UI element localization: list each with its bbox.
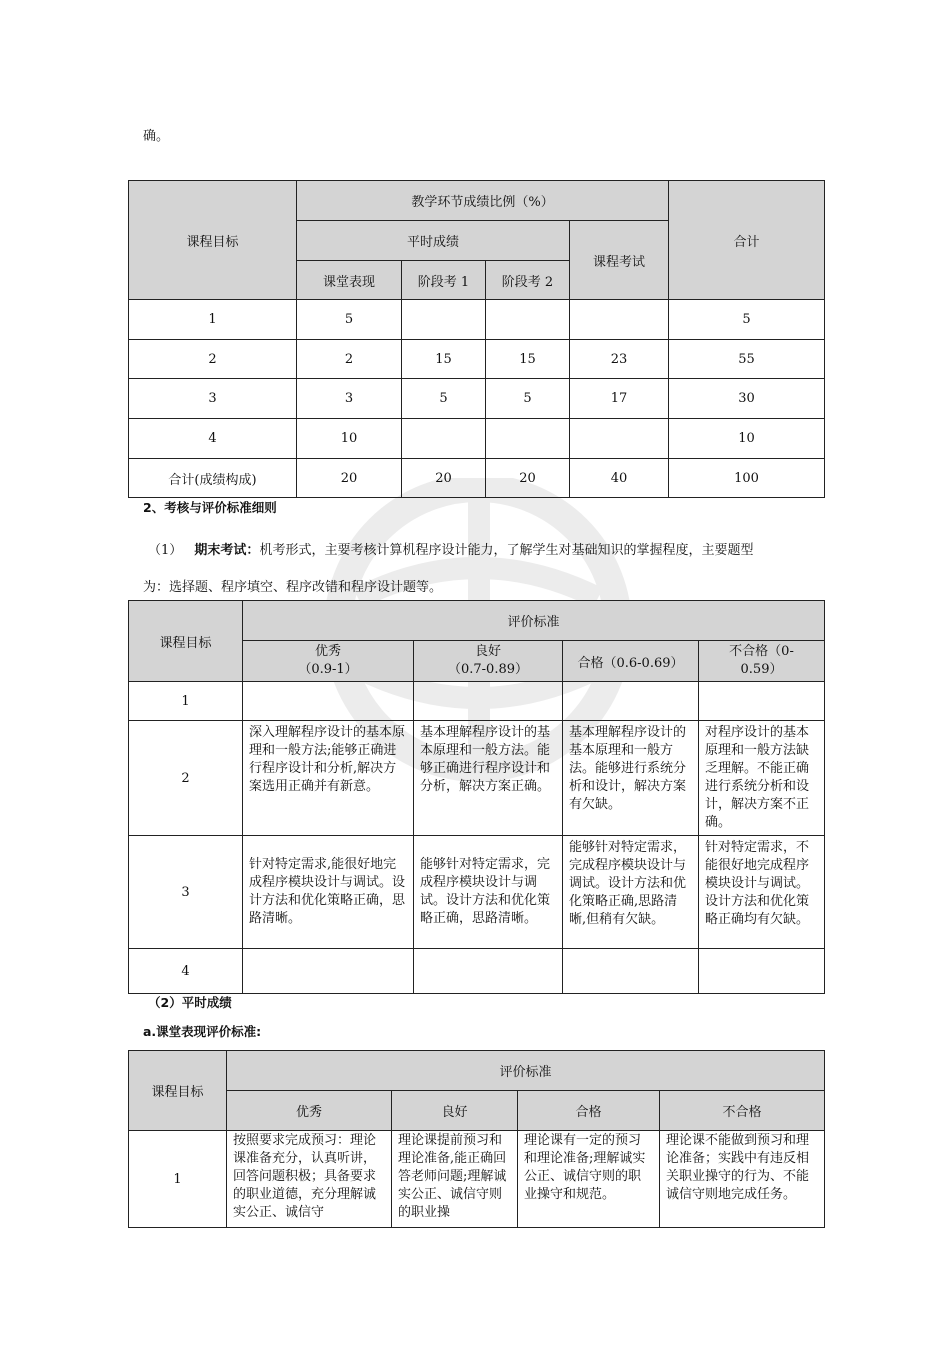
cell-stage2: 20 <box>486 459 570 498</box>
header-good: 良好 <box>392 1091 518 1131</box>
table-row <box>129 340 825 379</box>
header-fail: 不合格 <box>660 1091 825 1131</box>
header-excellent-label: 优秀 <box>314 644 341 659</box>
cell-excellent <box>243 949 414 994</box>
cell-good <box>392 1131 518 1228</box>
cell-pass <box>563 682 699 721</box>
header-criteria: 评价标准 <box>243 601 825 641</box>
final-exam-text: 机考形式，主要考核计算机程序设计能力，了解学生对基础知识的掌握程度，主要题型 <box>259 543 754 558</box>
cell-goal: 4 <box>129 419 297 459</box>
table-row <box>129 379 825 419</box>
cell-excellent <box>227 1131 392 1228</box>
cell-class: 10 <box>297 419 402 459</box>
header-fail-line1: 不合格（0- <box>729 644 794 659</box>
cell-class: 20 <box>297 459 402 498</box>
header-stage-exam-1: 阶段考 1 <box>402 261 486 300</box>
cell-class: 5 <box>297 300 402 340</box>
cell-goal: 4 <box>129 949 243 994</box>
cell-exam <box>570 300 669 340</box>
final-exam-label: 期末考试： <box>194 543 260 558</box>
cell-goal: 1 <box>129 682 243 721</box>
cell-stage2: 15 <box>486 340 570 379</box>
header-criteria: 评价标准 <box>227 1051 825 1091</box>
header-stage-exam-2: 阶段考 2 <box>486 261 570 300</box>
cell-good <box>414 682 563 721</box>
header-course-goal: 课程目标 <box>129 601 243 682</box>
header-course-goal: 课程目标 <box>129 1051 227 1131</box>
cell-class: 2 <box>297 340 402 379</box>
cell-goal: 1 <box>129 300 297 340</box>
header-excellent <box>243 641 414 682</box>
cell-stage2 <box>486 300 570 340</box>
cell-excellent: 针对特定需求,能很好地完成程序模块设计与调试。设计方法和优化策略正确，思路清晰。 <box>243 836 414 949</box>
header-usual-score: 平时成绩 <box>297 221 570 261</box>
cell-pass: 基本理解程序设计的基本原理和一般方法。能够进行系统分析和设计，解决方案有欠缺。 <box>563 721 699 836</box>
final-exam-paragraph <box>148 542 753 560</box>
final-exam-text-line2: 为：选择题、程序填空、程序改错和程序设计题等。 <box>143 580 443 595</box>
cell-goal: 2 <box>129 340 297 379</box>
header-ratio: 教学环节成绩比例（%） <box>297 181 669 221</box>
header-fail <box>699 641 825 682</box>
exam-criteria-table <box>128 600 825 994</box>
cell-stage1 <box>402 419 486 459</box>
cell-goal: 3 <box>129 379 297 419</box>
cell-excellent <box>243 682 414 721</box>
subsection-heading-class: a.课堂表现评价标准: <box>143 1024 262 1039</box>
cell-stage2: 5 <box>486 379 570 419</box>
cell-excellent-text: 按照要求完成预习：理论课准备充分，认真听讲，回答问题积极；具备要求的职业道德，充分理解诚实公正、诚信守 <box>233 1133 377 1220</box>
header-good-label: 良好 <box>474 644 501 659</box>
cell-pass <box>563 949 699 994</box>
header-total: 合计 <box>669 181 825 300</box>
cell-fail: 对程序设计的基本原理和一般方法缺乏理解。不能正确进行系统分析和设计，解决方案不正确。 <box>699 721 825 836</box>
header-excellent: 优秀 <box>227 1091 392 1131</box>
header-good-range: （0.7-0.89） <box>447 662 528 677</box>
header-class-performance: 课堂表现 <box>297 261 402 300</box>
cell-class: 3 <box>297 379 402 419</box>
cell-stage1: 20 <box>402 459 486 498</box>
cell-good: 基本理解程序设计的基本原理和一般方法。能够正确进行程序设计和分析，解决方案正确。 <box>414 721 563 836</box>
cell-exam: 17 <box>570 379 669 419</box>
cell-stage1 <box>402 300 486 340</box>
cell-fail: 理论课不能做到预习和理论准备；实践中有违反相关职业操守的行为、不能诚信守则地完成任务。 <box>660 1131 825 1228</box>
table-row <box>129 836 825 949</box>
cell-total: 5 <box>669 300 825 340</box>
cell-stage2 <box>486 419 570 459</box>
header-pass: 合格 <box>518 1091 660 1131</box>
header-excellent-range: （0.9-1） <box>298 662 358 677</box>
cell-fail <box>699 949 825 994</box>
cell-good <box>414 949 563 994</box>
grade-ratio-table <box>128 180 825 498</box>
table-row-total <box>129 459 825 498</box>
header-fail-line2: 0.59） <box>740 662 783 677</box>
cell-goal: 1 <box>129 1131 227 1228</box>
cell-goal: 2 <box>129 721 243 836</box>
header-pass: 合格（0.6-0.69） <box>563 641 699 682</box>
cell-goal: 合计(成绩构成) <box>129 459 297 498</box>
cell-goal: 3 <box>129 836 243 949</box>
table-row <box>129 721 825 836</box>
cell-total: 30 <box>669 379 825 419</box>
continuation-text: 确。 <box>143 129 170 144</box>
subsection-heading: （2）平时成绩 <box>148 995 232 1010</box>
cell-stage1: 15 <box>402 340 486 379</box>
cell-exam: 40 <box>570 459 669 498</box>
header-good <box>414 641 563 682</box>
cell-fail <box>699 682 825 721</box>
cell-total: 10 <box>669 419 825 459</box>
cell-pass: 理论课有一定的预习和理论准备;理解诚实公正、诚信守则的职业操守和规范。 <box>518 1131 660 1228</box>
section-heading: 2、考核与评价标准细则 <box>143 500 277 515</box>
table-row <box>129 300 825 340</box>
cell-good: 能够针对特定需求，完成程序模块设计与调试。设计方法和优化策略正确，思路清晰。 <box>414 836 563 949</box>
item-number: （1） <box>148 543 183 558</box>
cell-exam: 23 <box>570 340 669 379</box>
header-course-goal: 课程目标 <box>129 181 297 300</box>
table-row <box>129 682 825 721</box>
header-course-exam: 课程考试 <box>570 221 669 300</box>
cell-total: 55 <box>669 340 825 379</box>
cell-stage1: 5 <box>402 379 486 419</box>
cell-total: 100 <box>669 459 825 498</box>
table-row <box>129 949 825 994</box>
cell-fail: 针对特定需求，不能很好地完成程序模块设计与调试。设计方法和优化策略正确均有欠缺。 <box>699 836 825 949</box>
cell-excellent: 深入理解程序设计的基本原理和一般方法;能够正确进行程序设计和分析,解决方案选用正确并有新意。 <box>243 721 414 836</box>
table-row <box>129 1131 825 1228</box>
class-performance-table <box>128 1050 825 1228</box>
cell-pass: 能够针对特定需求，完成程序模块设计与调试。设计方法和优化策略正确,思路清晰,但稍有欠缺。 <box>563 836 699 949</box>
table-row <box>129 419 825 459</box>
cell-good-text: 理论课提前预习和理论准备,能正确回答老师问题;理解诚实公正、诚信守则的职业操 <box>398 1133 507 1220</box>
cell-exam <box>570 419 669 459</box>
